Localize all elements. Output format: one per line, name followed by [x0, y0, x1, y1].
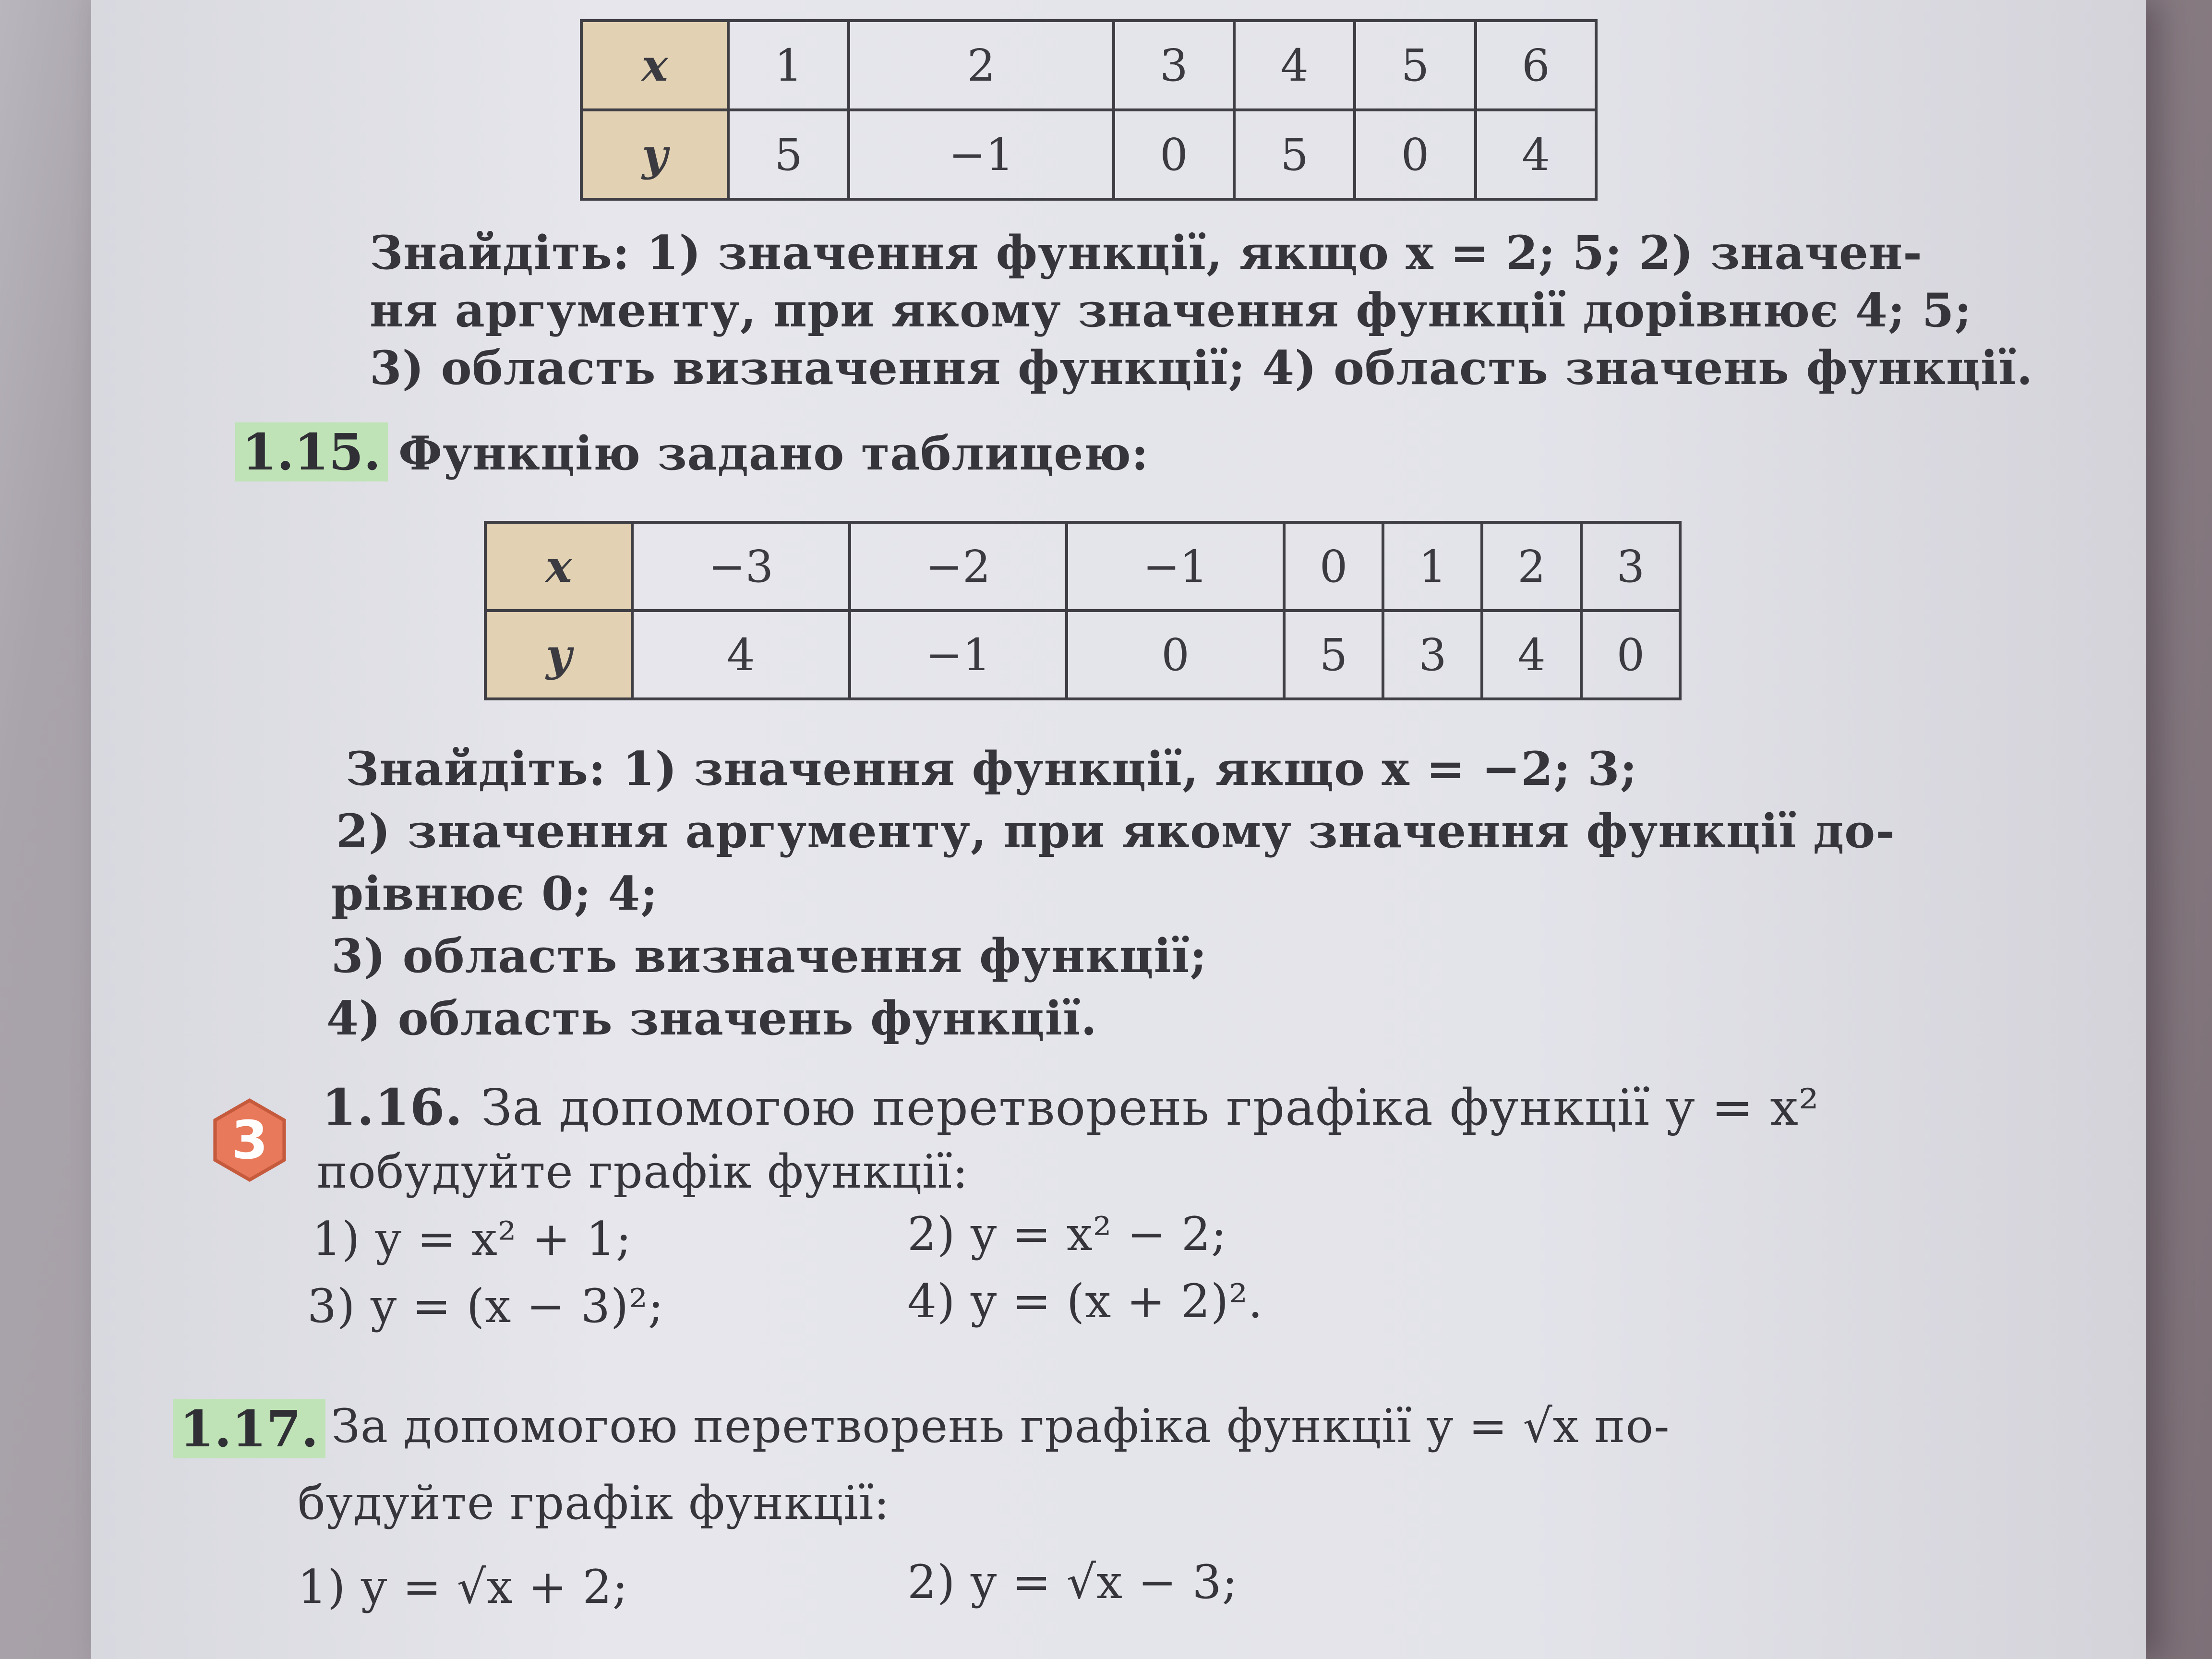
formula-item: 2) y = √x − 3;	[907, 1555, 1238, 1609]
task-text-line: Знайдіть: 1) значення функції, якщо x = 2; 5; 2) значен-	[370, 226, 1923, 280]
table-header-x: x	[581, 21, 728, 110]
table-cell: 4	[632, 611, 850, 699]
table-row-x	[485, 522, 1680, 611]
table-cell: −1	[849, 110, 1113, 199]
table-cell: 3	[1114, 21, 1234, 110]
table-cell: 0	[1067, 611, 1284, 699]
table-header-y: y	[581, 110, 728, 199]
task-text-line: побудуйте графік функції:	[317, 1145, 969, 1199]
task-text-line: 4) область значень функції.	[326, 991, 1097, 1046]
task-text-line: Знайдіть: 1) значення функції, якщо x = −2; 3;	[346, 742, 1638, 796]
task-number-1-15: 1.15.	[235, 422, 388, 481]
formula-item: 1) y = √x + 2;	[298, 1560, 628, 1614]
table-cell: 5	[728, 110, 849, 199]
table-cell: 5	[1234, 110, 1355, 199]
function-table-1	[580, 19, 1598, 201]
table-cell: −3	[632, 522, 850, 611]
formula-item: 4) y = (x + 2)².	[907, 1274, 1263, 1328]
table-cell: −2	[850, 522, 1067, 611]
table-cell: 4	[1476, 110, 1596, 199]
table-cell: 2	[849, 21, 1113, 110]
table-header-y: y	[485, 611, 632, 699]
table-cell: 3	[1383, 611, 1482, 699]
task-number-1-16: 1.16.	[322, 1078, 463, 1137]
task-number-1-17: 1.17.	[173, 1399, 325, 1458]
table-header-x: x	[485, 522, 632, 611]
formula-item: 1) y = x² + 1;	[312, 1212, 632, 1266]
table-cell: 0	[1355, 110, 1475, 199]
table-cell: 0	[1114, 110, 1234, 199]
task-1-16-line1	[322, 1078, 1819, 1137]
table-cell: −1	[1067, 522, 1284, 611]
textbook-page	[91, 0, 2146, 1659]
formula-item: 3) y = (x − 3)²;	[307, 1279, 664, 1333]
task-text-line: рівнює 0; 4;	[331, 866, 658, 921]
task-text-line: 3) область визначення функції; 4) область значень функції.	[370, 341, 2033, 395]
table-cell: 5	[1355, 21, 1475, 110]
difficulty-level-number: 3	[231, 1109, 268, 1171]
table-cell: 1	[728, 21, 849, 110]
task-text-line: 3) область визначення функції;	[331, 929, 1207, 983]
table-cell: 0	[1284, 522, 1383, 611]
difficulty-level-badge	[206, 1097, 293, 1183]
table-cell: 3	[1581, 522, 1680, 611]
task-text-line: будуйте графік функції:	[298, 1476, 890, 1530]
task-title: Функцію задано таблицею:	[398, 426, 1149, 481]
table-cell: 5	[1284, 611, 1383, 699]
table-cell: −1	[850, 611, 1067, 699]
table-row-y	[485, 611, 1680, 699]
table-row-y	[581, 110, 1596, 199]
task-text-line: ня аргументу, при якому значення функції дорівнює 4; 5;	[370, 283, 1972, 337]
table-cell: 4	[1482, 611, 1581, 699]
function-table-2	[484, 521, 1682, 700]
table-cell: 4	[1234, 21, 1355, 110]
task-text-line: За допомогою перетворень графіка функції y = √x по-	[331, 1399, 1670, 1453]
table-cell: 6	[1476, 21, 1596, 110]
table-row-x	[581, 21, 1596, 110]
task-text: За допомогою перетворень графіка функції y = x²	[481, 1078, 1819, 1137]
table-cell: 2	[1482, 522, 1581, 611]
table-cell: 0	[1581, 611, 1680, 699]
table-cell: 1	[1383, 522, 1482, 611]
formula-item: 2) y = x² − 2;	[907, 1207, 1227, 1261]
task-text-line: 2) значення аргументу, при якому значення функції до-	[336, 804, 1895, 858]
